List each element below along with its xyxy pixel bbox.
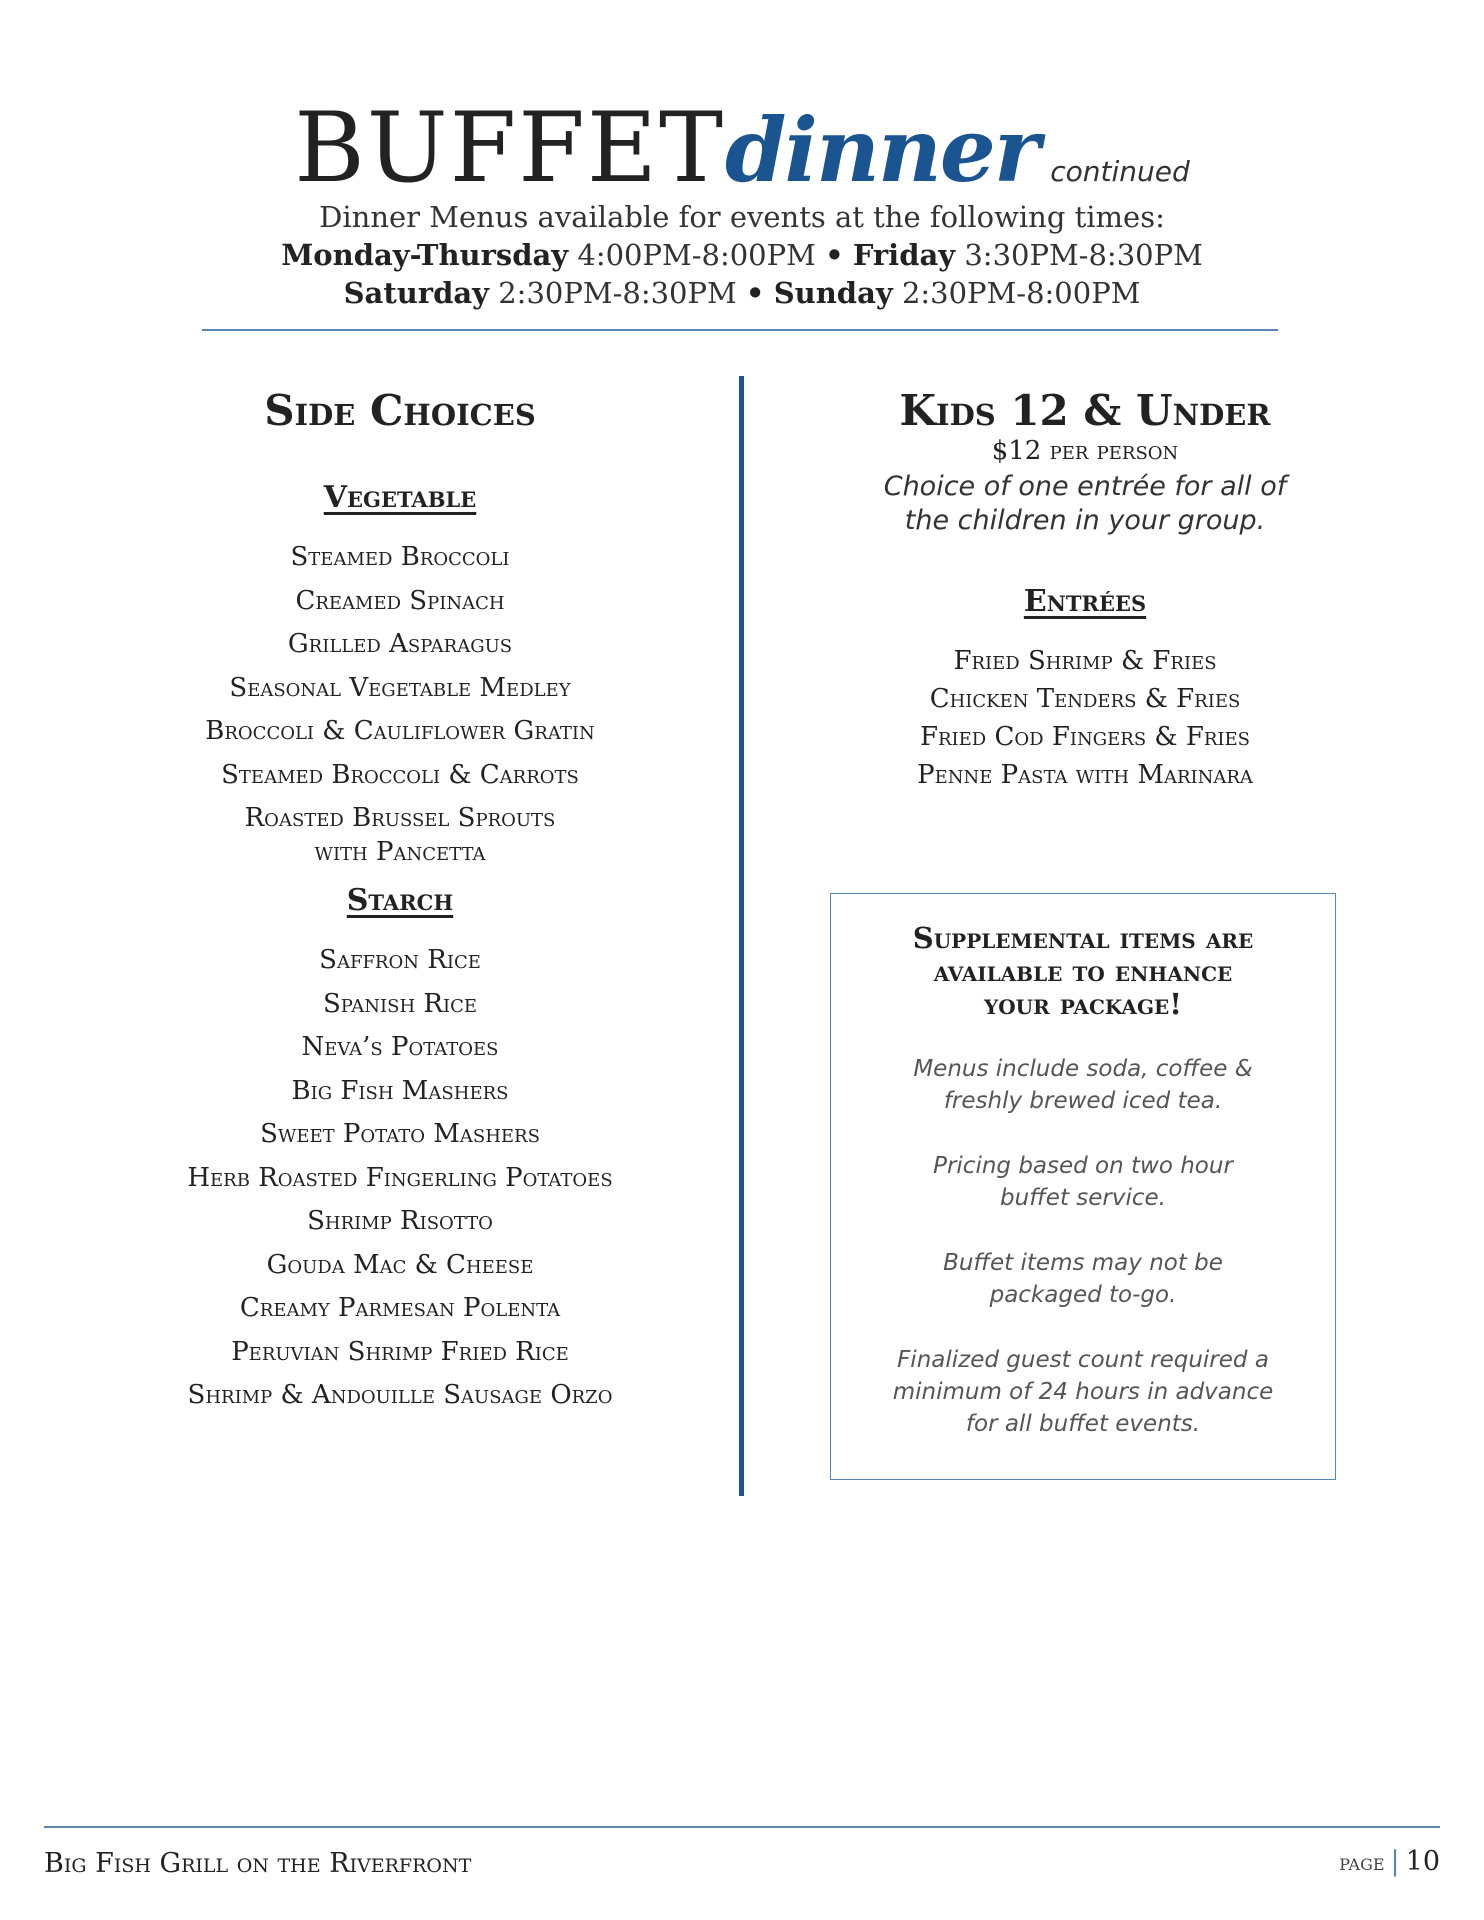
bullet: • [745,276,765,310]
note-line: for all buffet events. [965,1411,1201,1437]
hours-time: 2:30PM-8:00PM [901,276,1141,310]
list-item: Fried Cod Fingers & Fries [919,722,1251,752]
supplemental-note [861,1053,1305,1117]
note-line: Menus include soda, coffee & [913,1056,1253,1082]
list-item: Shrimp & Andouille Sausage Orzo [187,1380,613,1410]
note-line: buffet service. [1000,1185,1166,1211]
hours-days: Monday-Thursday [281,238,569,272]
supplemental-note [861,1150,1305,1214]
hours-line-2 [0,274,1484,312]
page-separator: | [1390,1846,1400,1877]
page-label: page [1339,1850,1385,1876]
footer-divider [44,1826,1440,1828]
kids-note-line: the children in your group. [904,505,1266,536]
list-item: Grilled Asparagus [287,629,513,659]
list-item: Creamed Spinach [295,585,505,616]
hours-time: 2:30PM-8:30PM [498,276,737,310]
kids-price [830,436,1340,466]
entree-list [830,644,1340,792]
list-item: Peruvian Shrimp Fried Rice [231,1336,569,1367]
supplemental-title [861,922,1305,1021]
availability-hours [0,198,1484,312]
side-choices-section [150,386,650,1422]
availability-intro: Dinner Menus available for events at the following times: [319,200,1165,234]
note-line: Finalized guest count required a [897,1347,1269,1373]
note-line: Pricing based on two hour [933,1153,1233,1179]
hours-days: Sunday [773,276,893,310]
side-choices-title: Side Choices [264,386,536,435]
note-line: packaged to-go. [989,1282,1177,1308]
list-item: Big Fish Mashers [291,1075,509,1106]
kids-title: Kids 12 & Under [899,386,1271,435]
kids-price-unit: per person [1049,436,1179,466]
title-suffix: continued [1050,155,1190,188]
list-item: Shrimp Risotto [307,1206,493,1236]
page-number-value: 10 [1405,1846,1440,1877]
bullet: • [825,238,844,272]
hours-time: 3:30PM-8:30PM [964,238,1203,272]
note-line: minimum of 24 hours in advance [892,1379,1274,1405]
list-item: Herb Roasted Fingerling Potatoes [187,1162,613,1193]
column-divider [739,376,744,1496]
title-main: BUFFET [294,92,725,204]
list-item: Steamed Broccoli [290,542,510,572]
hours-time: 4:00PM-8:00PM [577,238,816,272]
list-item: Fried Shrimp & Fries [953,646,1217,676]
starch-title: Starch [346,883,454,918]
list-item: Gouda Mac & Cheese [266,1249,534,1280]
vegetable-list [150,540,650,869]
kids-note-line: Choice of one entrée for all of [883,471,1287,502]
list-item-line: Roasted Brussel Sprouts [244,803,556,833]
list-item: Saffron Rice [319,945,481,975]
supplemental-title-line: available to enhance [933,954,1233,988]
supplemental-note [861,1247,1305,1311]
title-script: dinner [724,98,1039,202]
supplemental-note [861,1344,1305,1440]
kids-price-amount: $12 [991,436,1042,466]
list-item: Sweet Potato Mashers [260,1119,540,1149]
hours-line-1 [0,236,1484,274]
list-item: Neva’s Potatoes [301,1032,499,1062]
list-item: Steamed Broccoli & Carrots [221,759,579,790]
list-item-line: with Pancetta [314,837,486,867]
supplemental-title-line: your package! [983,987,1183,1021]
hours-days: Saturday [343,276,490,310]
entrees-title: Entrées [1023,584,1147,619]
list-item: Creamy Parmesan Polenta [239,1293,561,1323]
page-title [0,92,1484,204]
supplemental-box [830,893,1336,1480]
kids-note [830,470,1340,538]
vegetable-title: Vegetable [323,480,477,515]
note-line: freshly brewed iced tea. [943,1088,1223,1114]
footer-restaurant-name: Big Fish Grill on the Riverfront [44,1848,472,1879]
supplemental-title-line: Supplemental items are [912,921,1254,955]
list-item: Spanish Rice [322,988,478,1019]
list-item: Chicken Tenders & Fries [929,684,1241,714]
kids-section [830,386,1340,796]
list-item: Broccoli & Cauliflower Gratin [205,716,595,746]
list-item: Seasonal Vegetable Medley [229,672,571,703]
starch-list [150,943,650,1412]
header-divider [202,329,1278,331]
note-line: Buffet items may not be [943,1250,1223,1276]
list-item: Penne Pasta with Marinara [917,760,1253,790]
list-item [150,801,650,869]
hours-days: Friday [852,238,956,272]
page-number [1339,1846,1440,1877]
